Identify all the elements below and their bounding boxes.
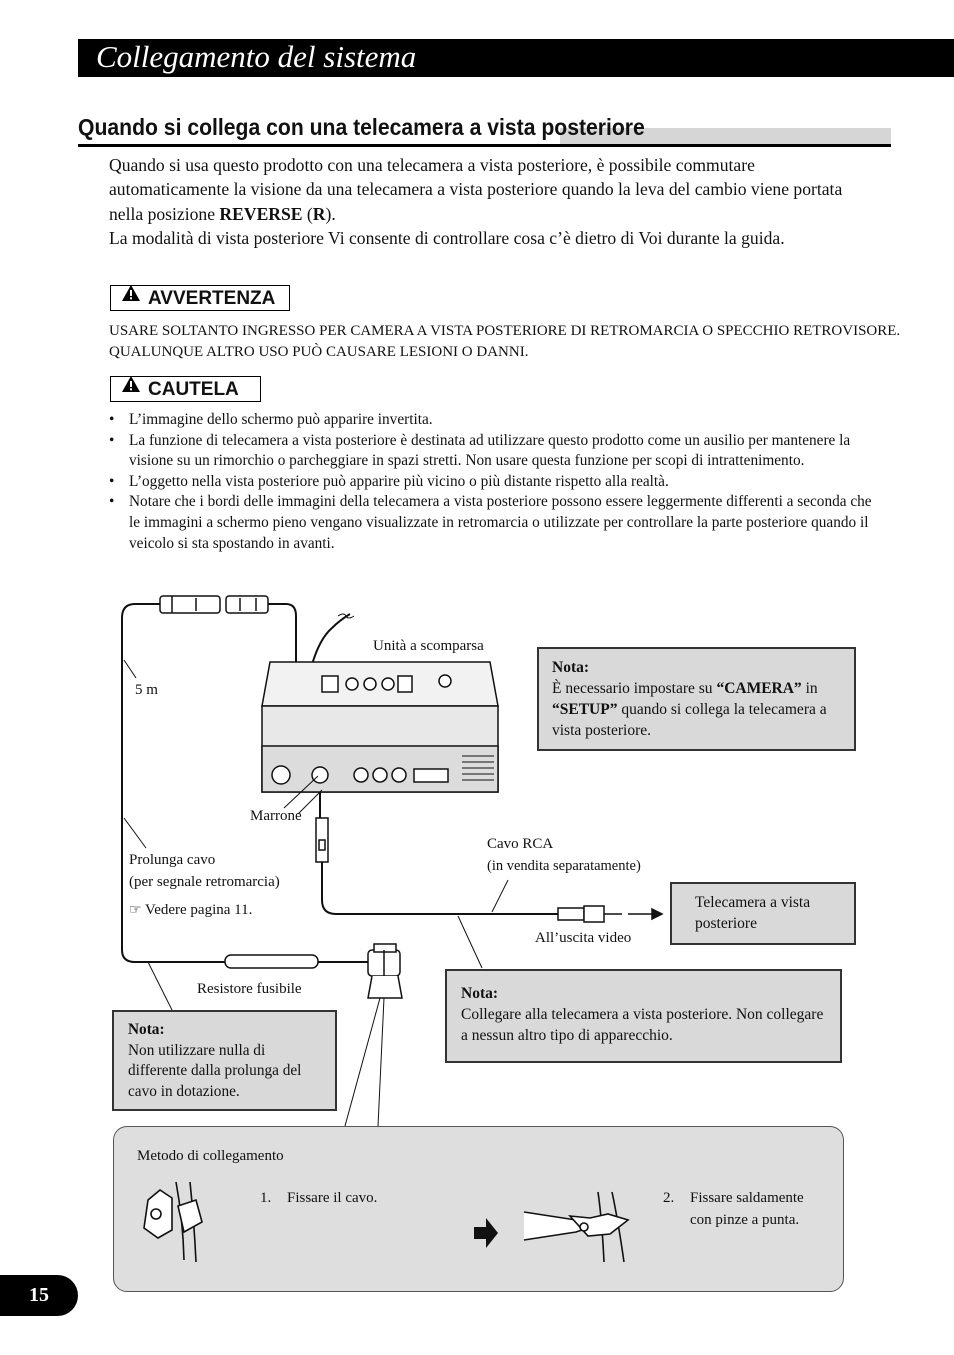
see-page-text: Vedere pagina 11. xyxy=(145,902,253,918)
note-camera-setup xyxy=(537,647,856,751)
rca-cable-label: Cavo RCA xyxy=(487,836,554,852)
note1-text-end: quando si collega la telecamera a vista posteriore. xyxy=(552,701,827,739)
intro-text-start: Quando si usa questo prodotto con una telecamera a vista posteriore, è possibile commutare automaticamente la visione da una telecamera a vista posteriore quando la leva del cambio viene portata nella posizione xyxy=(109,155,843,224)
step2-text-line1: Fissare saldamente xyxy=(690,1190,804,1206)
note2-text: Collegare alla telecamera a vista posteriore. Non collegare a nessun altro tipo di apparecchio. xyxy=(461,1006,824,1044)
pointing-hand-icon: ☞ xyxy=(129,902,142,918)
rear-camera-box: Telecamera a vista posteriore xyxy=(670,882,856,945)
note-title: Nota: xyxy=(461,985,499,1002)
extension-cable-sublabel: (per segnale retromarcia) xyxy=(129,874,280,890)
setup-menu: “SETUP” xyxy=(552,701,618,718)
arrow-to-camera-icon xyxy=(628,909,662,919)
rca-plug xyxy=(316,818,328,862)
page-number: 15 xyxy=(0,1275,78,1316)
splice-connector xyxy=(368,944,402,998)
fuse-resistor xyxy=(225,955,318,968)
note-extension-cable xyxy=(112,1010,337,1111)
brown-wire-label: Marrone xyxy=(250,808,302,824)
caution-item: • L’immagine dello schermo può apparire invertita. xyxy=(109,410,879,431)
inline-connector xyxy=(160,596,268,613)
note-camera-only xyxy=(445,969,842,1063)
camera-setting: “CAMERA” xyxy=(716,680,802,697)
note-title: Nota: xyxy=(128,1021,165,1038)
hideaway-unit-label: Unità a scomparsa xyxy=(373,638,484,654)
reverse-r: R xyxy=(312,203,326,224)
cable-length-label: 5 m xyxy=(135,682,158,698)
fuse-resistor-label: Resistore fusibile xyxy=(197,981,302,997)
section-title: Quando si collega con una telecamera a vista posteriore xyxy=(78,114,645,140)
warning-label: AVVERTENZA xyxy=(148,288,276,310)
next-step-arrow-icon xyxy=(474,1218,498,1248)
hideaway-unit xyxy=(262,662,498,792)
video-output-label: All’uscita video xyxy=(535,930,632,946)
note-title: Nota: xyxy=(552,659,590,676)
page-header-title: Collegamento del sistema xyxy=(96,39,417,74)
note1-text-start: È necessario impostare su xyxy=(552,680,717,697)
caution-item: • La funzione di telecamera a vista posteriore è destinata ad utilizzare questo prodotto come un ausilio per mantenere la visione su un rimorchio o parcheggiare in spazi stretti. Non usare questa funzione per scopi di intrattenimento. xyxy=(109,431,879,472)
note1-text-in: in xyxy=(801,680,818,697)
paren-open: ( xyxy=(302,203,313,224)
warning-text: USARE SOLTANTO INGRESSO PER CAMERA A VISTA POSTERIORE DI RETROMARCIA O SPECCHIO RETROVISORE. QUALUNQUE ALTRO USO PUÒ CAUSARE LESIONI O DANNI. xyxy=(109,323,901,360)
caution-item: • Notare che i bordi delle immagini della telecamera a vista posteriore possono essere leggermente differenti a seconda che le immagini a schermo pieno vengano visualizzate in retromarcia o utilizzate per controllare la parte posteriore quando il veicolo si sta spostando in avanti. xyxy=(109,492,879,554)
camera-plug xyxy=(558,906,622,922)
see-page-reference xyxy=(129,900,252,920)
step2-number: 2. xyxy=(663,1190,675,1206)
extension-cable-label: Prolunga cavo xyxy=(129,852,216,868)
step2-text-line2: con pinze a punta. xyxy=(690,1212,800,1228)
step1-text: Fissare il cavo. xyxy=(287,1190,378,1206)
rca-cable-sublabel: (in vendita separatamente) xyxy=(487,858,641,874)
step1-clip-illustration xyxy=(144,1182,202,1262)
step2-pliers-illustration xyxy=(524,1192,628,1262)
caution-item: • L’oggetto nella vista posteriore può apparire più vicino o più distante rispetto alla realtà. xyxy=(109,472,879,493)
reverse-term: REVERSE xyxy=(219,203,303,224)
method-title: Metodo di collegamento xyxy=(137,1148,284,1164)
intro-paragraph-2: La modalità di vista posteriore Vi consente di controllare cosa c’è dietro di Voi durante la guida. xyxy=(109,227,785,248)
note3-text: Non utilizzare nulla di differente dalla prolunga del cavo in dotazione. xyxy=(128,1041,302,1100)
step1-number: 1. xyxy=(260,1190,272,1206)
caution-label: CAUTELA xyxy=(148,379,239,401)
paren-close: ). xyxy=(325,203,336,224)
